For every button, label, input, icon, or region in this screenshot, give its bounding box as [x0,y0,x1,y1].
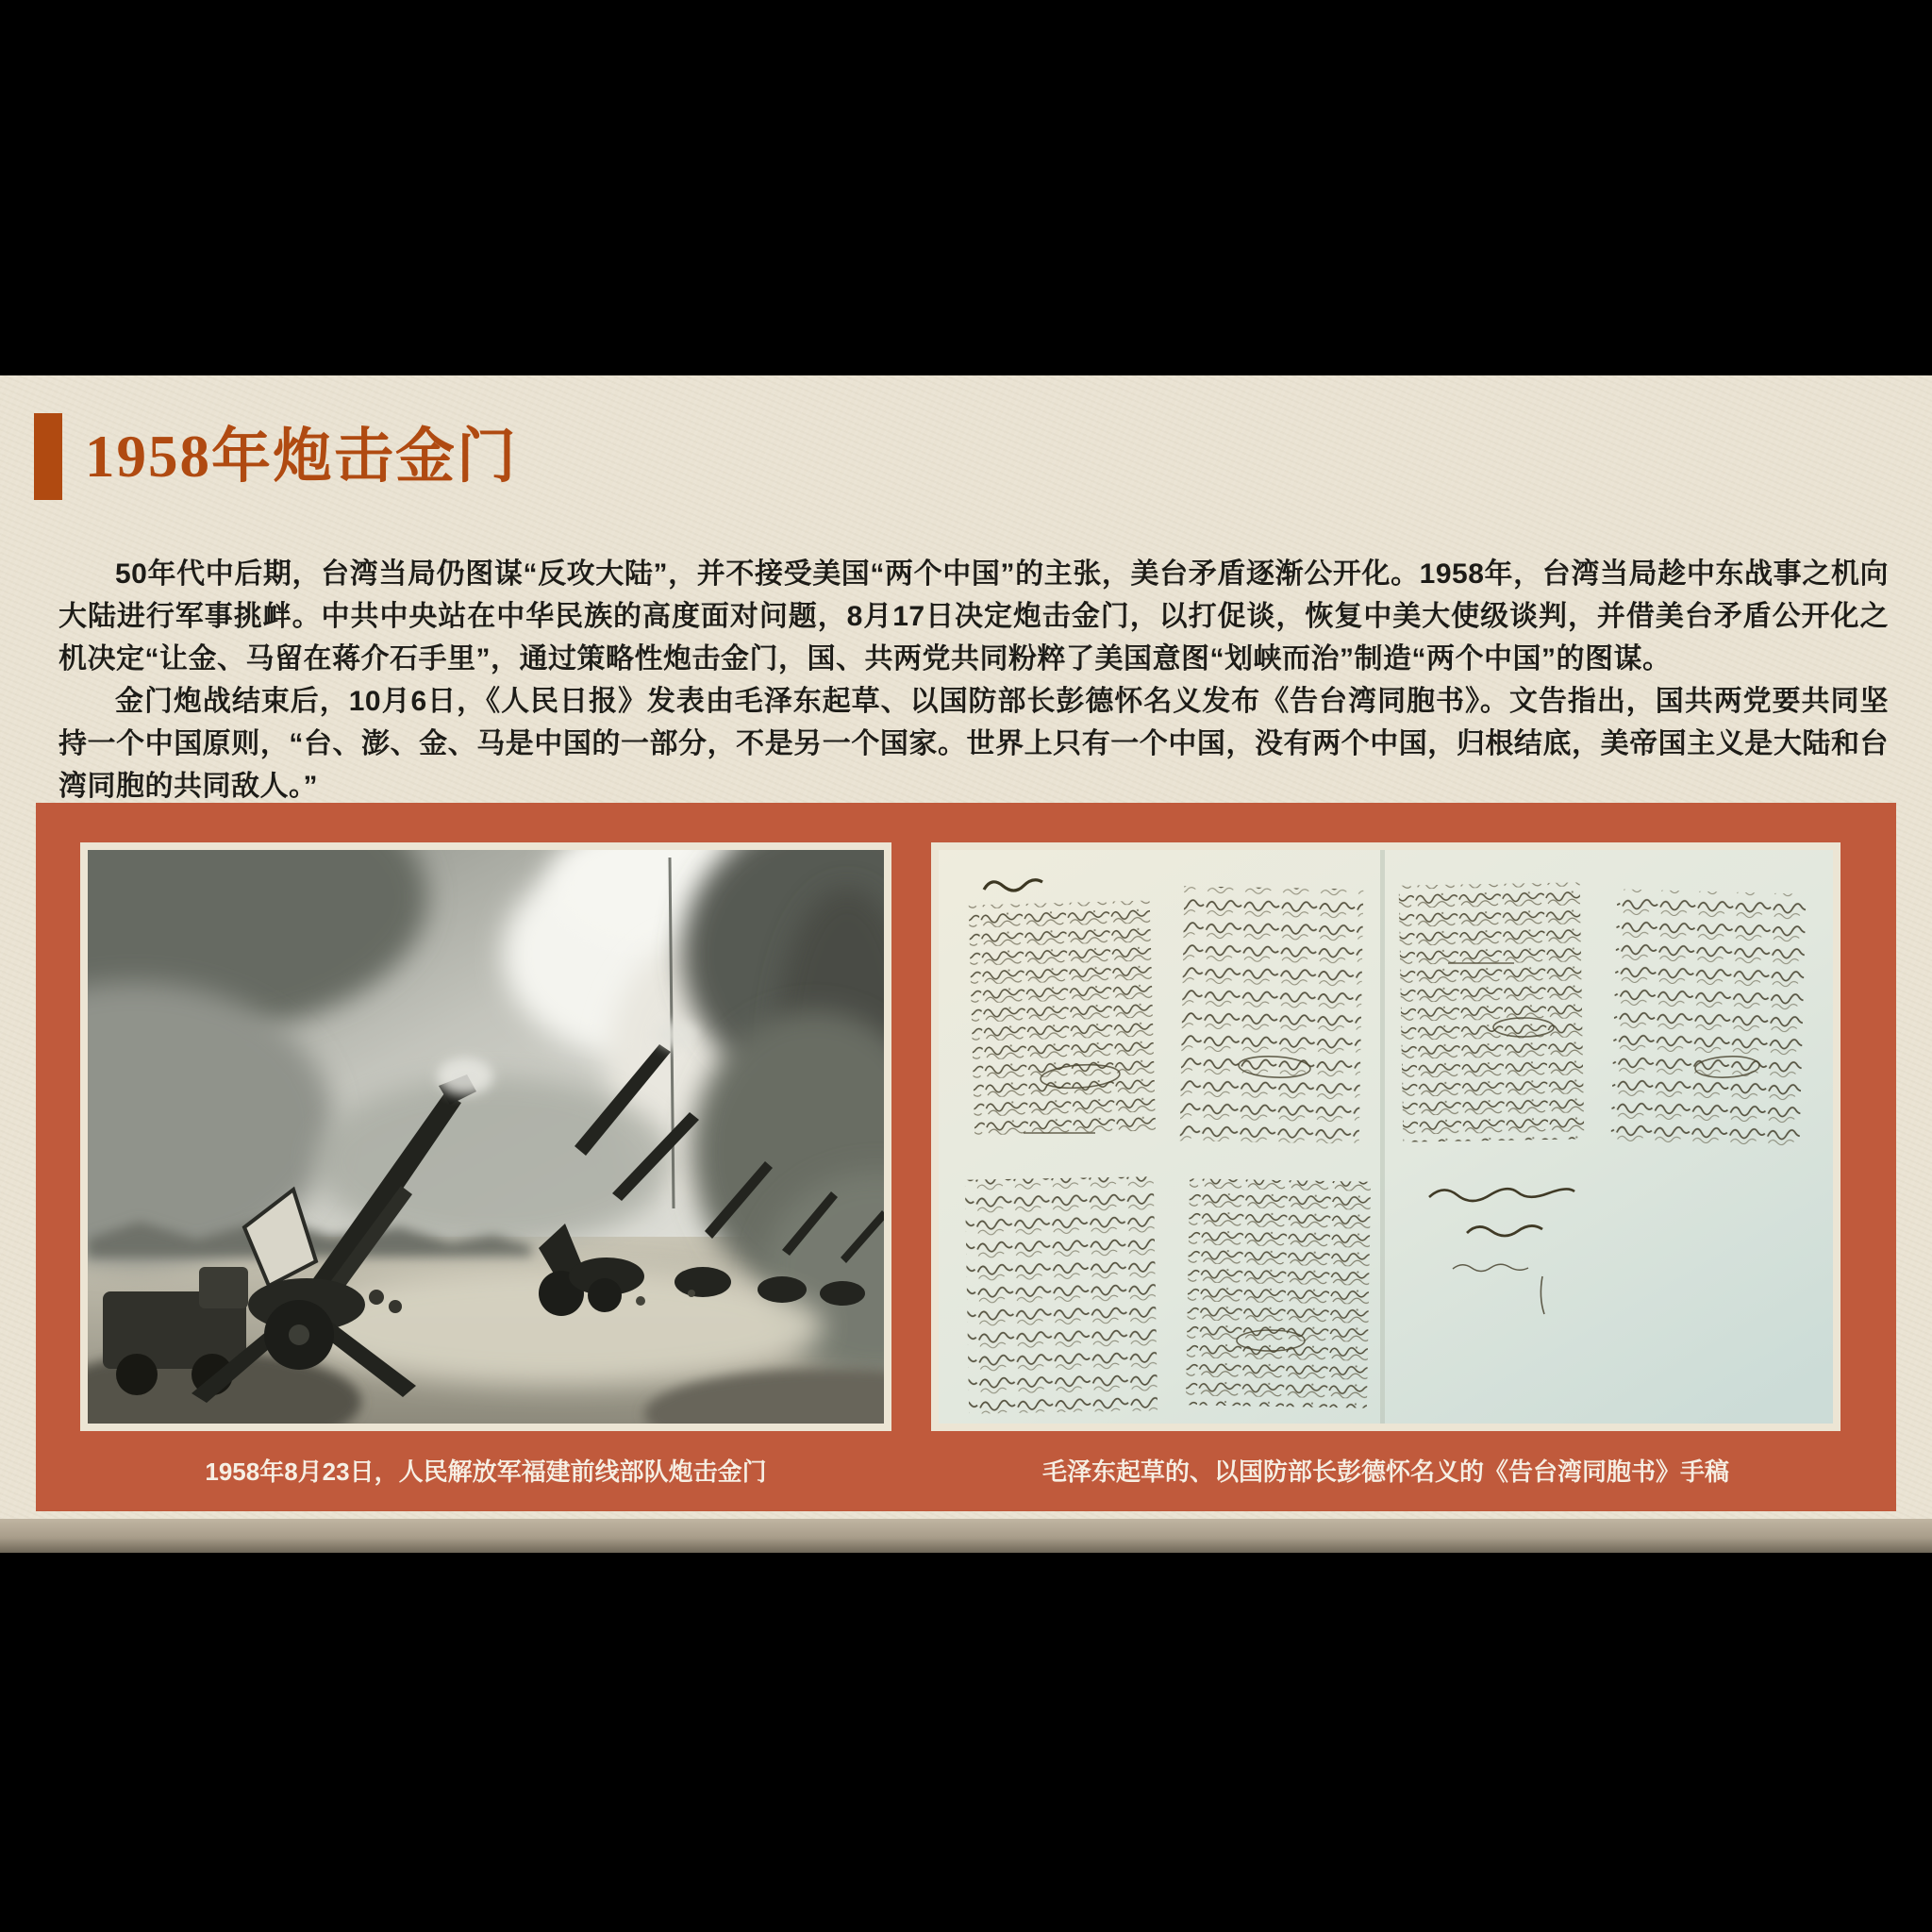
body-text [58,553,1889,808]
page-bottom-shadow [0,1519,1932,1553]
artillery-photo [88,850,884,1424]
artillery-caption: 1958年8月23日，人民解放军福建前线部队炮击金门 [205,1457,767,1486]
section-title-block [34,413,518,500]
title-accent-bar [34,413,62,500]
paragraph-message: 金门炮战结束后，10月6日，《人民日报》发表由毛泽东起草、以国防部长彭德怀名义发布《告台湾同胞书》。文告指出，国共两党要共同坚持一个中国原则，“台、澎、金、马是中国的一部分，不是另一个国家。世界上只有一个中国，没有两个中国，归根结底，美帝国主义是大陆和台湾同胞的共同敌人。” [58,686,1889,802]
figure-artillery [80,842,891,1511]
figure-manuscript [931,842,1840,1511]
slide-page [0,375,1932,1519]
artillery-photo-frame [80,842,891,1431]
manuscript-caption: 毛泽东起草的、以国防部长彭德怀名义的《告台湾同胞书》手稿 [1041,1457,1729,1486]
photo-panel [36,803,1896,1511]
manuscript-photo-frame [931,842,1840,1431]
page-title: 1958年炮击金门 [85,424,518,490]
manuscript-photo [939,850,1833,1424]
paragraph-history: 50年代中后期，台湾当局仍图谋“反攻大陆”，并不接受美国“两个中国”的主张，美台矛盾逐渐公开化。1958年，台湾当局趁中东战事之机向大陆进行军事挑衅。中共中央站在中华民族的高度面对问题，8月17日决定炮击金门，以打促谈，恢复中美大使级谈判，并借美台矛盾公开化之机决定“让金、马留在蒋介石手里”，通过策略性炮击金门，国、共两党共同粉粹了美国意图“划峡而治”制造“两个中国”的图谋。 [58,558,1889,675]
